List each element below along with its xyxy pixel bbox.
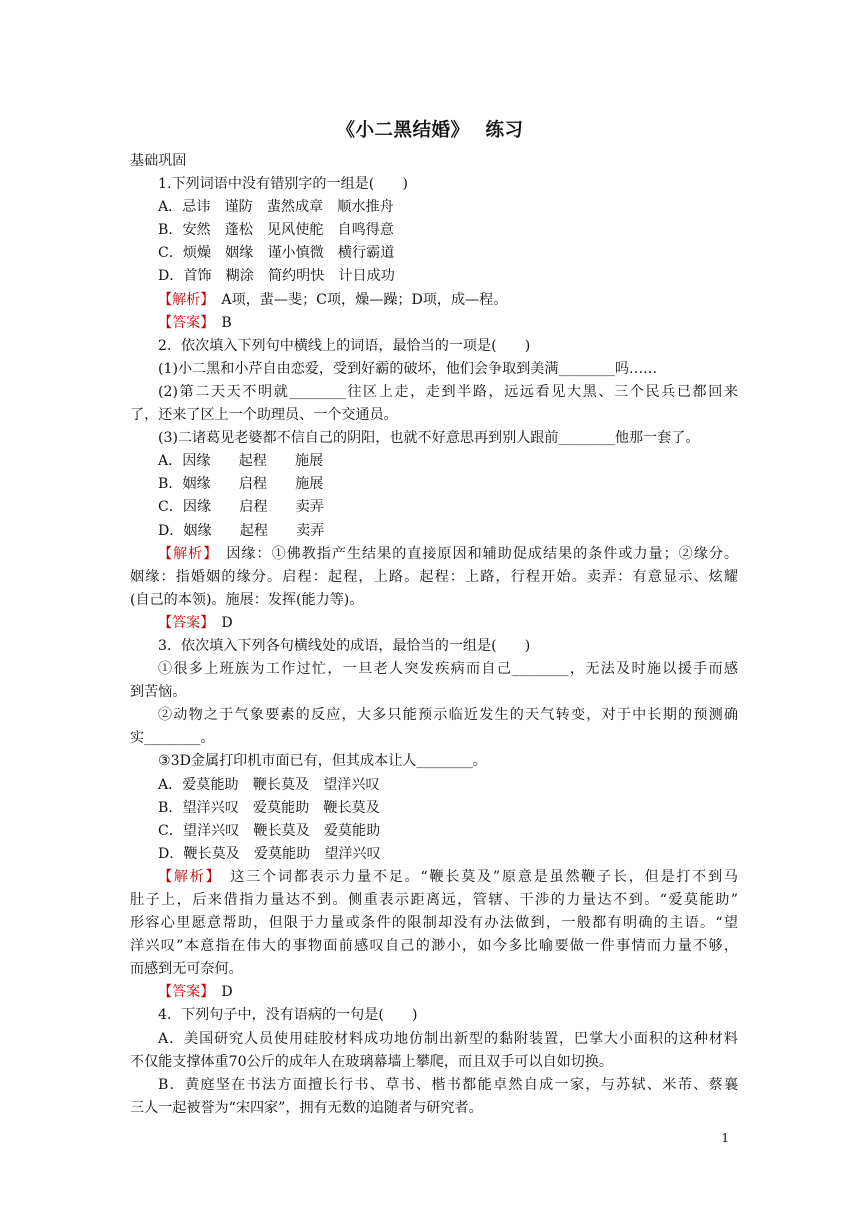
line-text: 这三个词都表示力量不足。“鞭长莫及”原意是虽然鞭子长，但是打不到马 [214,868,738,885]
document-body [130,150,738,1120]
text-line [130,1004,738,1027]
line-text: ③3D金属打印机市面已有，但其成本让人________。 [158,753,487,770]
text-line [130,404,738,427]
line-text: 因缘：①佛教指产生结果的直接原因和辅助促成结果的条件或力量；②缘分。 [211,545,738,562]
line-text: (自己的本领)。施展：发挥(能力等)。 [130,591,364,608]
line-text: A．忌讳 谨防 蜚然成章 顺水推舟 [158,199,394,216]
text-line [130,958,738,981]
line-text: 三人一起被誉为“宋四家”，拥有无数的追随者与研究者。 [130,1099,483,1116]
line-text: A．美国研究人员使用硅胶材料成功地仿制出新型的黏附装置，巴掌大小面积的这种材料 [158,1030,738,1047]
line-text: 而感到无可奈何。 [130,961,243,978]
title-sub: 练习 [485,120,524,141]
page-title [0,116,860,142]
line-text: D．首饰 糊涂 简约明快 计日成功 [158,268,395,285]
line-text: C．因缘 启程 卖弄 [158,499,324,516]
text-line [130,312,738,335]
text-line [130,196,738,219]
line-text: 实________。 [130,730,215,747]
line-text: C．望洋兴叹 鞭长莫及 爱莫能助 [158,822,381,839]
text-line [130,981,738,1004]
text-line [130,427,738,450]
text-line [130,635,738,658]
line-text: 肚子上，后来借指力量达不到。侧重表示距离远，管辖、干涉的力量达不到。“爱莫能助” [130,892,738,908]
text-line [130,289,738,312]
text-line [130,473,738,496]
line-text: 了，还来了区上一个助理员、一个交通员。 [130,407,398,424]
text-line [130,589,738,612]
line-text: B．安然 蓬松 见风使舵 自鸣得意 [158,222,394,239]
text-line [130,1074,738,1097]
line-text: 1.下列词语中没有错别字的一组是( ) [158,176,408,193]
text-line [130,335,738,358]
text-line [130,658,738,681]
text-line [130,820,738,843]
text-line [130,543,738,566]
answer-label: 【答案】 [158,614,208,631]
text-line [130,566,738,589]
text-line [130,843,738,866]
text-line [130,1097,738,1120]
text-line [130,612,738,635]
line-text: C．烦燥 姻缘 谨小慎微 横行霸道 [158,245,395,262]
page-number: 1 [721,1131,729,1145]
line-text: B．黄庭坚在书法方面擅长行书、草书、楷书都能卓然自成一家，与苏轼、米芾、蔡襄 [158,1076,738,1093]
text-line [130,450,738,473]
text-line [130,750,738,773]
text-line [130,1051,738,1074]
line-text: ①很多上班族为工作过忙，一旦老人突发疾病而自己________，无法及时施以援手而感 [158,661,738,678]
line-text: A项，蜚—斐；C项，燥—躁；D项，成—程。 [207,291,508,308]
line-text: 洋兴叹”本意指在伟大的事物面前感叹自己的渺小，如今多比喻要做一件事情而力量不够， [130,938,738,955]
answer-label: 【答案】 [158,984,208,1001]
line-text: (1)小二黑和小芹自由恋爱，受到好霸的破坏，他们会争取到美满________吗…… [158,360,658,377]
text-line [130,704,738,727]
answer-label: 【解析】 [158,545,212,562]
line-text: 到苦恼。 [130,684,187,701]
text-line [130,774,738,797]
text-line [130,381,738,404]
line-text: A．因缘 起程 施展 [158,453,324,470]
text-line [130,1028,738,1051]
line-text: 3．依次填入下列各句横线处的成语，最恰当的一组是( ) [158,637,531,654]
line-text: A．爱莫能助 鞭长莫及 望洋兴叹 [158,776,380,793]
answer-label: 【解析】 [158,868,215,885]
line-text: D．鞭长莫及 爱莫能助 望洋兴叹 [158,845,381,862]
text-line [130,681,738,704]
text-line [130,727,738,750]
text-line [130,219,738,242]
text-line [130,150,738,173]
line-text: 4．下列句子中，没有语病的一句是( ) [158,1007,418,1024]
line-text: 基础巩固 [130,153,187,169]
line-text: D [207,984,233,1001]
answer-label: 【解析】 [158,291,208,308]
line-text: D [207,614,233,631]
text-line [130,935,738,958]
title-main: 《小二黑结婚》 [336,120,470,141]
answer-label: 【答案】 [158,314,208,331]
line-text: (2)第二天天不明就________往区上走，走到半路，远远看见大黑、三个民兵已都回来 [158,383,738,400]
line-text: B．望洋兴叹 爱莫能助 鞭长莫及 [158,799,380,816]
line-text: B [207,314,232,331]
line-text: (3)二诸葛见老婆都不信自己的阴阳，也就不好意思再到别人跟前________他那一套了。 [158,430,700,447]
text-line [130,358,738,381]
text-line [130,520,738,543]
text-line [130,265,738,288]
text-line [130,496,738,519]
text-line [130,173,738,196]
text-line [130,797,738,820]
line-text: 不仅能支撑体重70公斤的成年人在玻璃幕墙上攀爬，而且双手可以自如切换。 [130,1053,614,1070]
line-text: ②动物之于气象要素的反应，大多只能预示临近发生的天气转变，对于中长期的预测确 [158,707,738,724]
text-line [130,912,738,935]
line-text: D．姻缘 起程 卖弄 [158,522,325,539]
text-line [130,866,738,889]
text-line [130,242,738,265]
line-text: B．姻缘 启程 施展 [158,476,324,493]
line-text: 姻缘：指婚姻的缘分。启程：起程，上路。起程：上路，行程开始。卖弄：有意显示、炫耀 [130,568,738,585]
line-text: 2．依次填入下列句中横线上的词语，最恰当的一项是( ) [158,337,531,354]
text-line [130,889,738,912]
line-text: 形容心里愿意帮助，但限于力量或条件的限制却没有办法做到，一般都有明确的主语。“望 [130,915,738,932]
